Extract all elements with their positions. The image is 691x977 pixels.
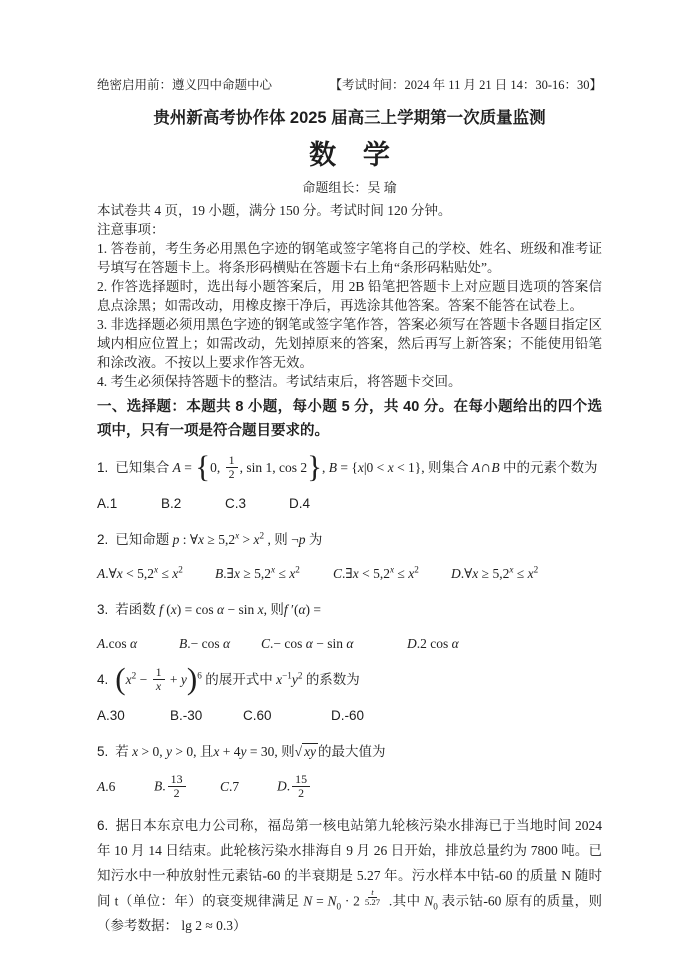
question-number: 3. xyxy=(97,601,109,617)
header-row xyxy=(97,76,602,95)
notice-item-1: 1. 答卷前，考生务必用黑色字迹的钢笔或签字笔将自己的学校、姓名、班级和准考证号填写在答题卡上。将条形码横贴在答题卡右上角“条形码粘贴处”。 xyxy=(97,241,602,275)
notice-item-3: 3. 非选择题必须用黑色字迹的钢笔或签字笔作答，答案必须写在答题卡各题目指定区域内相应位置上；如需改动，先划掉原来的答案，然后再写上新答案；不能使用铅笔和涂改液。不按以上要求作答无效。 xyxy=(97,317,602,370)
question-stem: 6. 据日本东京电力公司称，福岛第一核电站第九轮核污染水排海已于当地时间 2024 年 10 月 14 日结束。此轮核污染水排海自 9 月 26 日开始，排放总量约为 7800 吨。已知污水中一种放射性元素钴-60 的半衰期是 5.27 年。污水样本中钴-60 的质量 N 随时间 t（单位：年）的衰变规律满足 $N = N_0 \cdot 2$ $^{\frac{t}{5.27}}$ .其中 $N_0$ 表示钴-60 原有的质量，则（参考数据： lg 2 ≈ 0.3） xyxy=(97,817,603,934)
question-number: 1. xyxy=(97,460,109,475)
paper-info-line: 本试卷共 4 页，19 小题，满分 150 分。考试时间 120 分钟。 xyxy=(97,203,452,218)
question xyxy=(97,813,602,939)
option: C.3 xyxy=(225,495,247,511)
option: C.7 xyxy=(220,779,240,795)
paper-title: 贵州新高考协作体 2025 届高三上学期第一次质量监测 xyxy=(153,109,546,127)
question-number: 2. xyxy=(97,531,109,547)
option: A.1 xyxy=(97,495,118,511)
notice-item-2: 2. 作答选择题时，选出每小题答案后，用 2B 铅笔把答题卡上对应题目选项的答案信息点涂黑；如需改动，用橡皮擦干净后，再选涂其他答案。答案不能答在试卷上。 xyxy=(97,279,602,313)
question-number: 4. xyxy=(97,671,109,687)
proposer-line: 命题组长：吴 瑜 xyxy=(302,180,397,195)
option: A.cos α xyxy=(97,635,138,651)
section-heading: 一、选择题：本题共 8 小题，每小题 5 分，共 40 分。在每小题给出的四个选项中，只有一项是符合题目要求的。 xyxy=(97,399,602,439)
question xyxy=(97,597,602,655)
question-number: 5. xyxy=(97,743,109,759)
option: A.30 xyxy=(97,707,125,723)
option: D. $\frac{15}{2}$ xyxy=(277,774,334,801)
question-stem: 2. 已知命题 p : ∀x ≥ $5,2^x > x^2$ , 则 ¬p 为 xyxy=(97,530,323,547)
question xyxy=(97,448,602,515)
option: A.∀x < $5,2^x \le x^2$ xyxy=(97,564,183,581)
question xyxy=(97,527,602,585)
options-row xyxy=(97,704,602,726)
question xyxy=(97,739,602,801)
question xyxy=(97,660,602,727)
option: C.∃x < $5,2^x \le x^2$ xyxy=(333,564,419,581)
question-number: 6. xyxy=(97,817,109,833)
exam-time-note: 【考试时间：2024 年 11 月 21 日 14：30-16：30】 xyxy=(329,78,602,92)
option: D.4 xyxy=(289,495,311,511)
options-row xyxy=(97,771,602,801)
question-stem: 5. 若 x > 0, y > 0, 且x + 4y = 30, 则√ xy 的最大值为 xyxy=(97,743,386,759)
option: D.∀x ≥ $5,2^x \le x^2$ xyxy=(451,564,539,581)
questions xyxy=(97,448,603,938)
option: B. $\frac{13}{2}$ xyxy=(154,774,220,801)
option: B.-30 xyxy=(170,707,203,723)
option: B.2 xyxy=(161,495,182,511)
option: C.60 xyxy=(243,707,272,723)
question-stem: 3. 若函数 f (x) = cos α − sin x, 则f ′(α) = xyxy=(97,601,322,617)
options-row xyxy=(97,632,602,655)
notice-item-4: 4. 考生必须保持答题卡的整洁。考试结束后，将答题卡交回。 xyxy=(97,374,462,389)
option: B.∃x ≥ $5,2^x \le x^2$ xyxy=(215,564,300,581)
question-stem: 4. ($x^2$ − $\frac{1}{x}$ + y)$^6$ 的展开式中 $x^{-1}y^2$ 的系数为 xyxy=(97,660,360,696)
notice-heading: 注意事项： xyxy=(97,222,165,237)
option: A.6 xyxy=(97,779,116,795)
classification-note: 绝密启用前：遵义四中命题中心 xyxy=(97,78,273,92)
option: D.2 cos α xyxy=(407,635,459,651)
option: D.-60 xyxy=(331,707,365,723)
option: B.− cos α xyxy=(179,635,231,651)
option: C.− cos α − sin α xyxy=(261,635,354,651)
options-row xyxy=(97,492,602,514)
question-stem: 1. 已知集合 A = {0, $\frac{1}{2}$ , sin 1, cos 2}, B = {x|0 < x < 1}, 则集合 A∩B 中的元素个数为 xyxy=(97,448,598,484)
subject-title: 数 学 xyxy=(309,140,400,170)
options-row xyxy=(97,562,602,585)
